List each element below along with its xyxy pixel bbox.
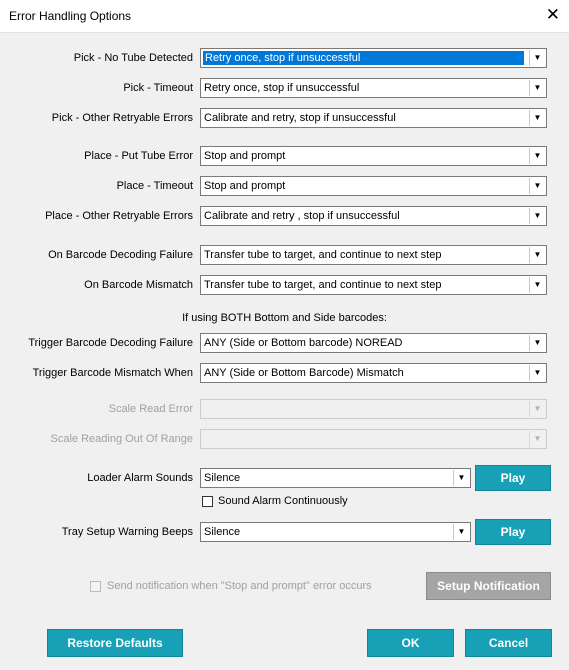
sound-continuous-checkbox[interactable]	[202, 496, 213, 507]
cancel-button[interactable]: Cancel	[465, 629, 552, 657]
pick-timeout-value: Retry once, stop if unsuccessful	[204, 82, 360, 94]
chevron-down-icon[interactable]: ▼	[529, 110, 545, 126]
chevron-down-icon[interactable]: ▼	[529, 335, 545, 351]
place-put-select[interactable]	[200, 146, 547, 166]
loader-alarm-play-button[interactable]: Play	[475, 465, 551, 491]
barcode-mismatch-value: Transfer tube to target, and continue to next step	[204, 279, 442, 291]
pick-other-label: Pick - Other Retryable Errors	[51, 112, 193, 124]
chevron-down-icon[interactable]: ▼	[529, 50, 545, 66]
trigger-mismatch-label: Trigger Barcode Mismatch When	[32, 367, 193, 379]
chevron-down-icon[interactable]: ▼	[453, 470, 469, 486]
scale-read-select	[200, 399, 547, 419]
sound-continuous-label: Sound Alarm Continuously	[218, 495, 348, 507]
scale-read-label: Scale Read Error	[108, 403, 193, 415]
chevron-down-icon[interactable]: ▼	[453, 524, 469, 540]
trigger-decoding-select[interactable]	[200, 333, 547, 353]
place-timeout-label: Place - Timeout	[116, 180, 193, 192]
title-bar	[0, 0, 569, 33]
chevron-down-icon: ▼	[529, 431, 545, 447]
trigger-decoding-row	[0, 333, 569, 355]
chevron-down-icon[interactable]: ▼	[529, 178, 545, 194]
tray-setup-play-button[interactable]: Play	[475, 519, 551, 545]
trigger-mismatch-value: ANY (Side or Bottom Barcode) Mismatch	[204, 367, 404, 379]
chevron-down-icon[interactable]: ▼	[529, 148, 545, 164]
barcode-decoding-select[interactable]	[200, 245, 547, 265]
setup-notification-button[interactable]: Setup Notification	[426, 572, 551, 600]
barcode-mismatch-row	[0, 275, 569, 297]
pick-other-row	[0, 108, 569, 130]
pick-no-tube-row	[0, 48, 569, 70]
ok-button[interactable]: OK	[367, 629, 454, 657]
pick-no-tube-select[interactable]	[200, 48, 547, 68]
chevron-down-icon: ▼	[529, 401, 545, 417]
scale-read-row	[0, 399, 569, 421]
scale-range-select	[200, 429, 547, 449]
pick-timeout-select[interactable]	[200, 78, 547, 98]
pick-no-tube-label: Pick - No Tube Detected	[73, 52, 193, 64]
chevron-down-icon[interactable]: ▼	[529, 247, 545, 263]
pick-other-value: Calibrate and retry, stop if unsuccessful	[204, 112, 396, 124]
pick-timeout-row	[0, 78, 569, 100]
place-other-row	[0, 206, 569, 228]
place-put-label: Place - Put Tube Error	[84, 150, 193, 162]
pick-other-select[interactable]	[200, 108, 547, 128]
chevron-down-icon[interactable]: ▼	[529, 277, 545, 293]
place-timeout-value: Stop and prompt	[204, 180, 286, 192]
barcode-mismatch-label: On Barcode Mismatch	[84, 279, 193, 291]
loader-alarm-value: Silence	[204, 472, 241, 484]
barcode-decoding-value: Transfer tube to target, and continue to next step	[204, 249, 442, 261]
tray-setup-value: Silence	[204, 526, 241, 538]
notification-label: Send notification when "Stop and prompt" error occurs	[107, 580, 372, 592]
restore-defaults-button[interactable]: Restore Defaults	[47, 629, 183, 657]
barcode-decoding-label: On Barcode Decoding Failure	[48, 249, 193, 261]
place-other-select[interactable]	[200, 206, 547, 226]
trigger-decoding-value: ANY (Side or Bottom barcode) NOREAD	[204, 337, 403, 349]
chevron-down-icon[interactable]: ▼	[529, 365, 545, 381]
scale-range-label: Scale Reading Out Of Range	[50, 433, 193, 445]
trigger-decoding-label: Trigger Barcode Decoding Failure	[28, 337, 193, 349]
window-title: Error Handling Options	[9, 9, 132, 23]
trigger-mismatch-select[interactable]	[200, 363, 547, 383]
tray-setup-label: Tray Setup Warning Beeps	[61, 526, 193, 538]
trigger-mismatch-row	[0, 363, 569, 385]
notification-checkbox	[90, 581, 101, 592]
close-icon[interactable]: ✕	[545, 5, 560, 24]
place-other-label: Place - Other Retryable Errors	[45, 210, 193, 222]
place-timeout-select[interactable]	[200, 176, 547, 196]
both-barcodes-note: If using BOTH Bottom and Side barcodes:	[182, 312, 387, 324]
place-timeout-row	[0, 176, 569, 198]
barcode-decoding-row	[0, 245, 569, 267]
barcode-mismatch-select[interactable]	[200, 275, 547, 295]
scale-range-row	[0, 429, 569, 451]
pick-no-tube-value: Retry once, stop if unsuccessful	[203, 51, 524, 65]
tray-setup-select[interactable]	[200, 522, 471, 542]
place-other-value: Calibrate and retry , stop if unsuccessful	[204, 210, 400, 222]
loader-alarm-label: Loader Alarm Sounds	[87, 472, 193, 484]
chevron-down-icon[interactable]: ▼	[529, 80, 545, 96]
place-put-value: Stop and prompt	[204, 150, 286, 162]
place-put-row	[0, 146, 569, 168]
pick-timeout-label: Pick - Timeout	[123, 82, 193, 94]
chevron-down-icon[interactable]: ▼	[529, 208, 545, 224]
loader-alarm-select[interactable]	[200, 468, 471, 488]
